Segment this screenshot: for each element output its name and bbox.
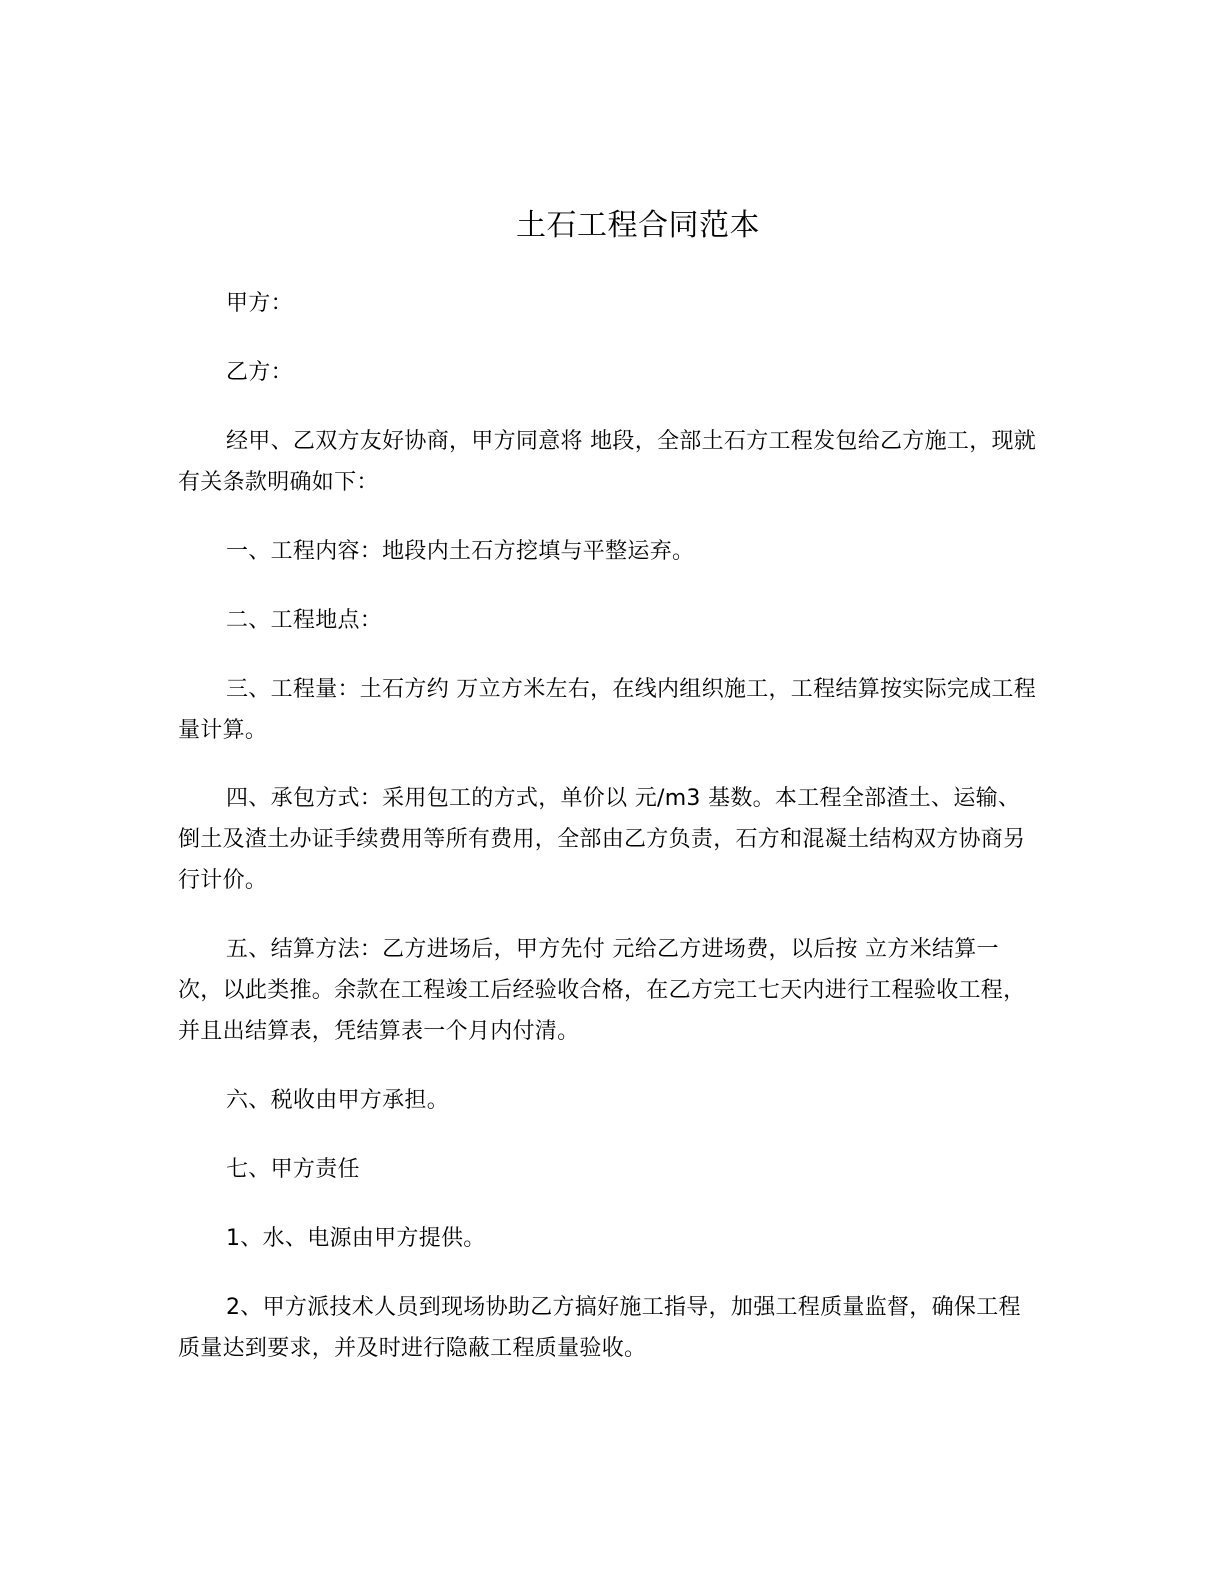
- document-title: 土石工程合同范本: [516, 208, 760, 243]
- clause-3-quantity: 三、工程量：土石方约 万立方米左右，在线内组织施工，工程结算按实际完成工程量计算。: [178, 677, 1037, 743]
- party-a-line: 甲方：: [226, 291, 293, 316]
- clause-2-location: 二、工程地点：: [226, 608, 383, 633]
- intro-paragraph: 经甲、乙双方友好协商，甲方同意将 地段，全部土石方工程发包给乙方施工，现就有关条款明确如下：: [178, 429, 1037, 495]
- clause-6-tax: 六、税收由甲方承担。: [226, 1088, 450, 1113]
- duty-1-utilities: 1、水、电源由甲方提供。: [226, 1226, 486, 1251]
- duty-2-supervision: 2、甲方派技术人员到现场协助乙方搞好施工指导，加强工程质量监督，确保工程质量达到要求，并及时进行隐蔽工程质量验收。: [178, 1295, 1021, 1361]
- clause-1-content: 一、工程内容：地段内土石方挖填与平整运弃。: [226, 539, 695, 564]
- clause-5-settlement: 五、结算方法：乙方进场后，甲方先付 元给乙方进场费，以后按 立方米结算一次，以此类推。余款在工程竣工后经验收合格，在乙方完工七天内进行工程验收工程，并且出结算表，凭结算表一个月内付清。: [178, 937, 1026, 1044]
- party-b-line: 乙方：: [226, 360, 293, 385]
- clause-4-contract-method: 四、承包方式：采用包工的方式，单价以 元/m3 基数。本工程全部渣土、运输、倒土及渣土办证手续费用等所有费用，全部由乙方负责，石方和混凝土结构双方协商另行计价。: [178, 786, 1026, 893]
- clause-7-party-a-duties: 七、甲方责任: [226, 1157, 360, 1182]
